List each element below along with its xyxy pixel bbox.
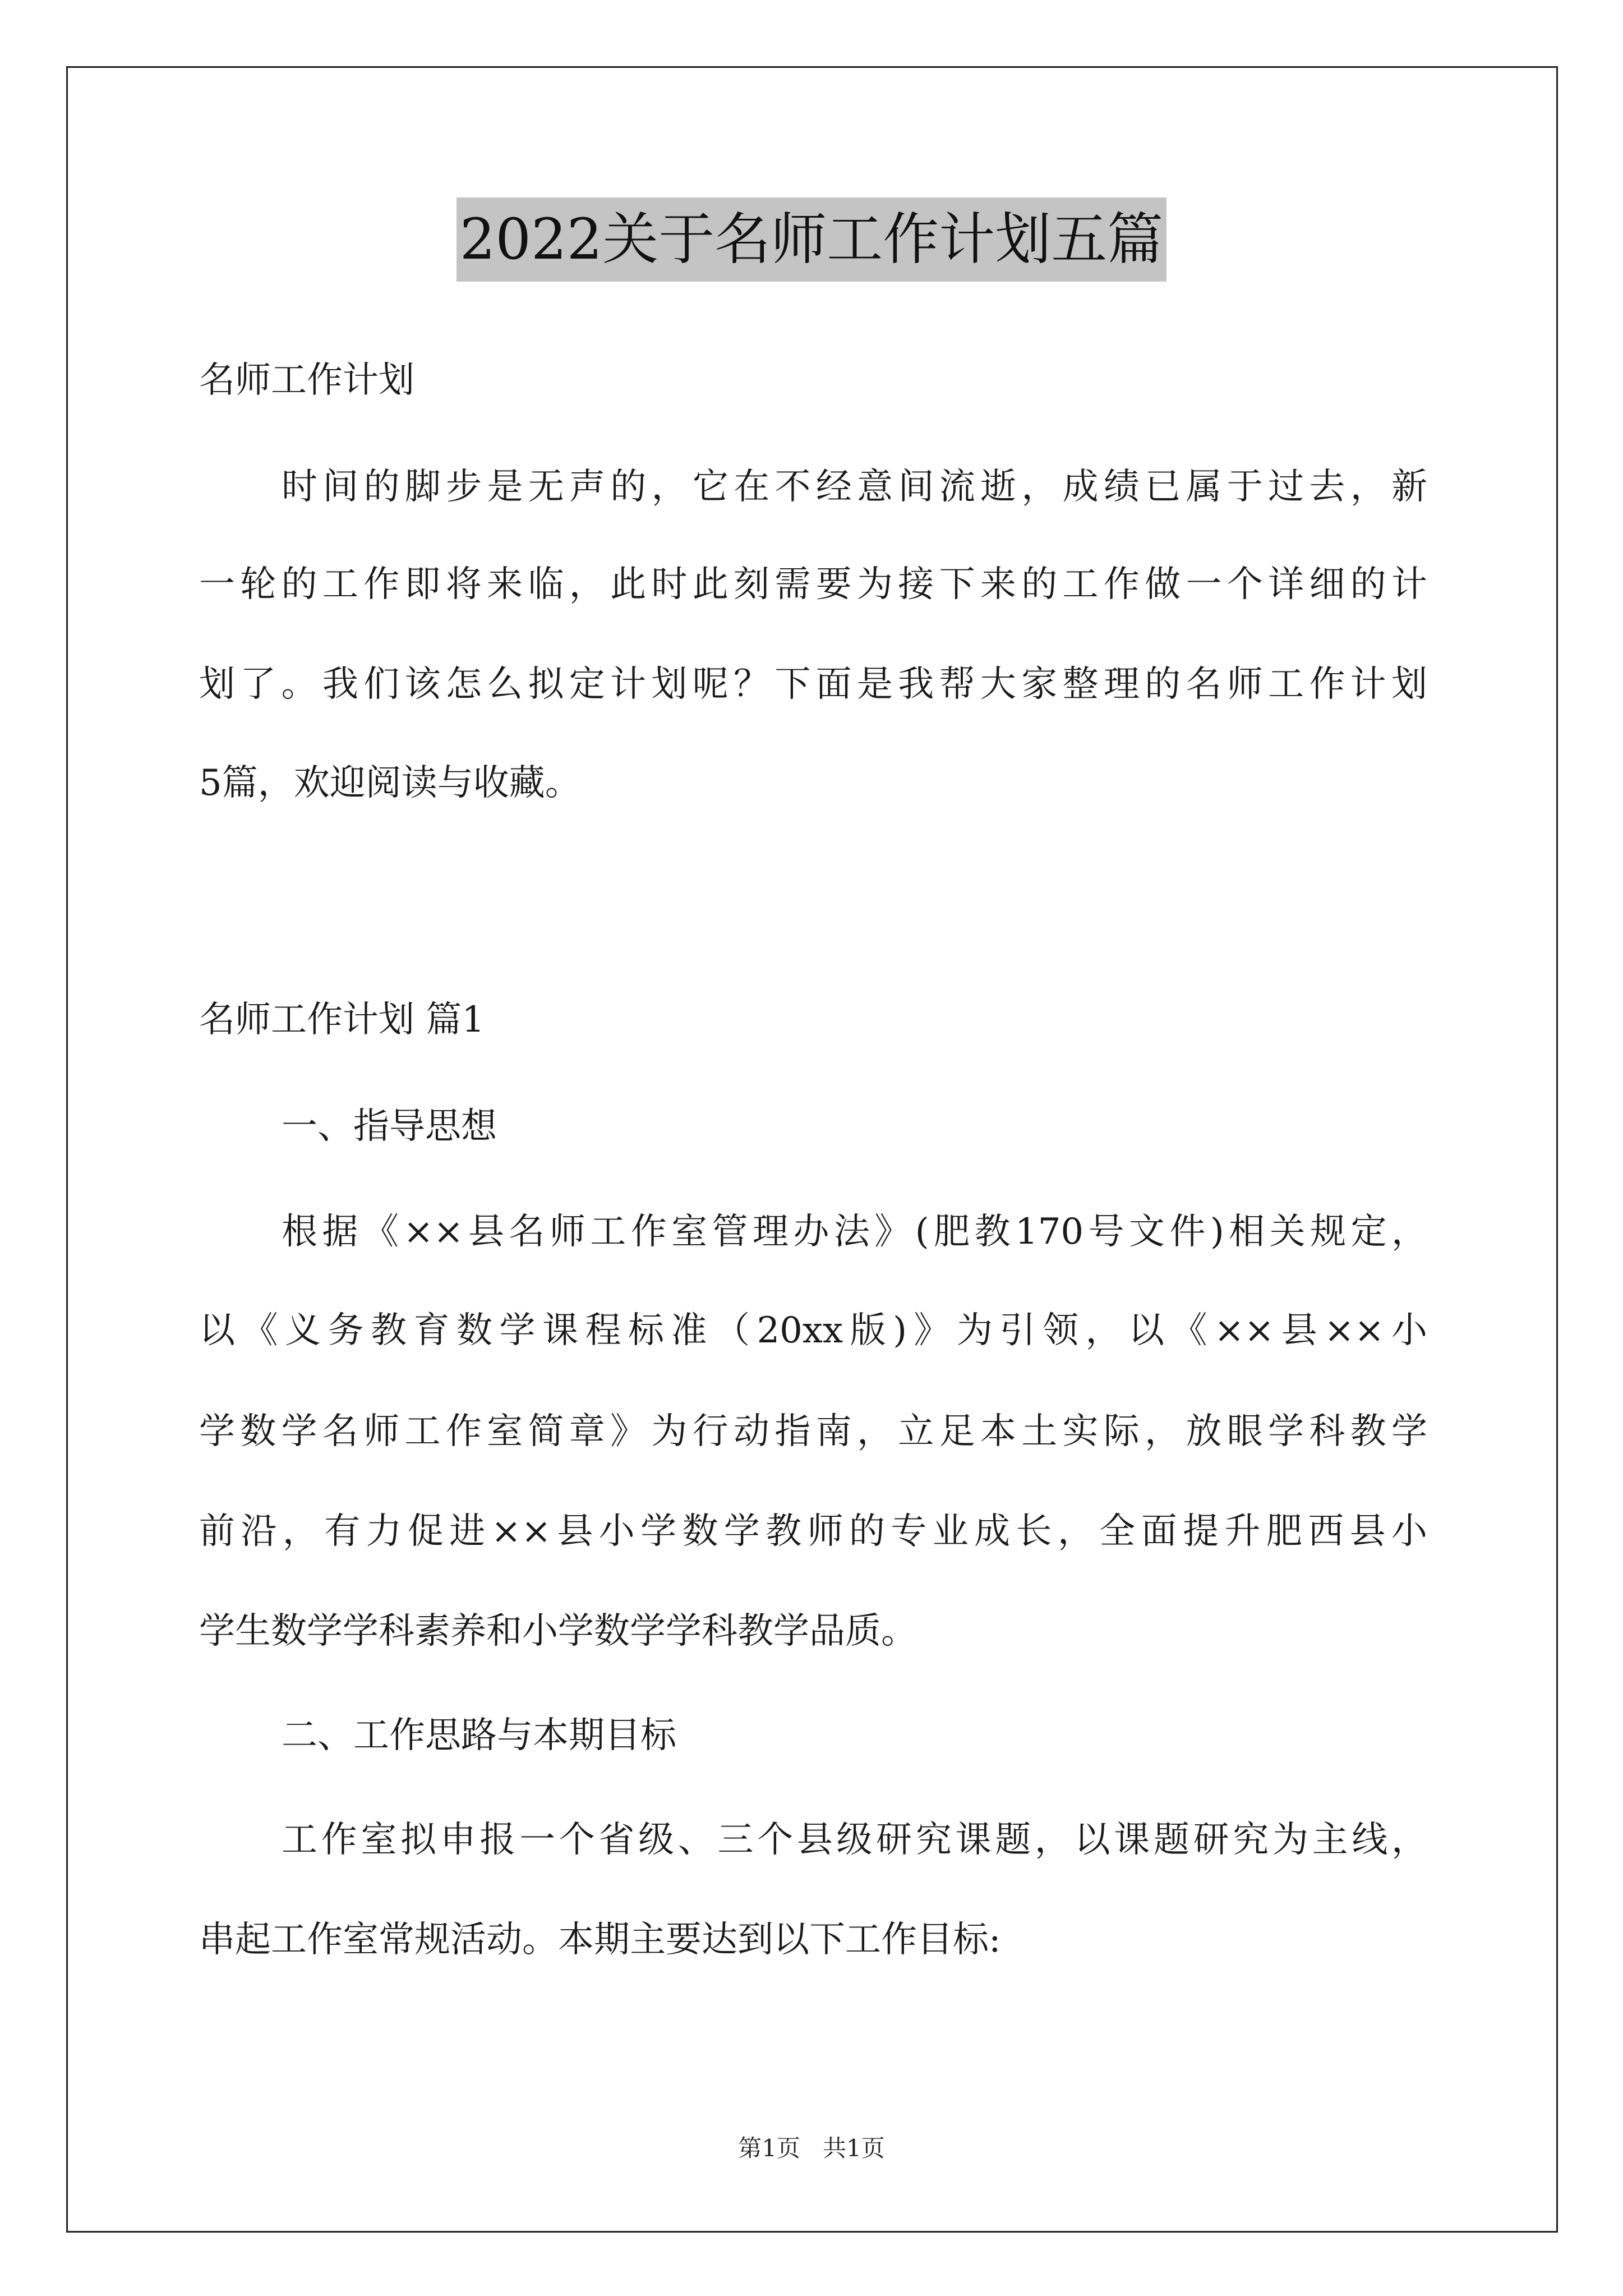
subheading-work-ideas: 二、工作思路与本期目标 xyxy=(282,1715,676,1756)
intro-line-3: 划了。我们该怎么拟定计划呢？下面是我帮大家整理的名师工作计划 xyxy=(199,664,1427,705)
subheading-guiding-idea: 一、指导思想 xyxy=(282,1106,497,1147)
paragraph2-line-2: 串起工作室常规活动。本期主要达到以下工作目标: xyxy=(199,1919,1001,1961)
paragraph-line-3: 学数学名师工作室简章》为行动指南，立足本土实际，放眼学科教学 xyxy=(199,1411,1427,1452)
section-heading: 名师工作计划 xyxy=(199,360,414,401)
intro-line-1: 时间的脚步是无声的，它在不经意间流逝，成绩已属于过去，新 xyxy=(282,466,1427,508)
document-title: 2022关于名师工作计划五篇 xyxy=(457,197,1167,282)
paragraph2-line-1: 工作室拟申报一个省级、三个县级研究课题，以课题研究为主线， xyxy=(282,1819,1427,1861)
paragraph-line-4: 前沿，有力促进××县小学数学教师的专业成长，全面提升肥西县小 xyxy=(199,1511,1427,1552)
paragraph-line-1: 根据《××县名师工作室管理办法》(肥教170号文件)相关规定， xyxy=(282,1211,1427,1253)
intro-line-4: 5篇，欢迎阅读与收藏。 xyxy=(199,762,581,804)
paragraph-line-2: 以《义务教育数学课程标准（20xx版)》为引领，以《××县××小 xyxy=(199,1310,1427,1351)
paragraph-line-5: 学生数学学科素养和小学数学学科教学品质。 xyxy=(199,1611,917,1652)
page-footer xyxy=(0,2132,1623,2165)
page-total: 共1页 xyxy=(823,2134,885,2162)
page-number: 第1页 xyxy=(738,2134,800,2162)
chapter-heading: 名师工作计划 篇1 xyxy=(199,999,485,1041)
intro-line-2: 一轮的工作即将来临，此时此刻需要为接下来的工作做一个详细的计 xyxy=(199,564,1427,605)
title-wrap xyxy=(0,197,1623,282)
